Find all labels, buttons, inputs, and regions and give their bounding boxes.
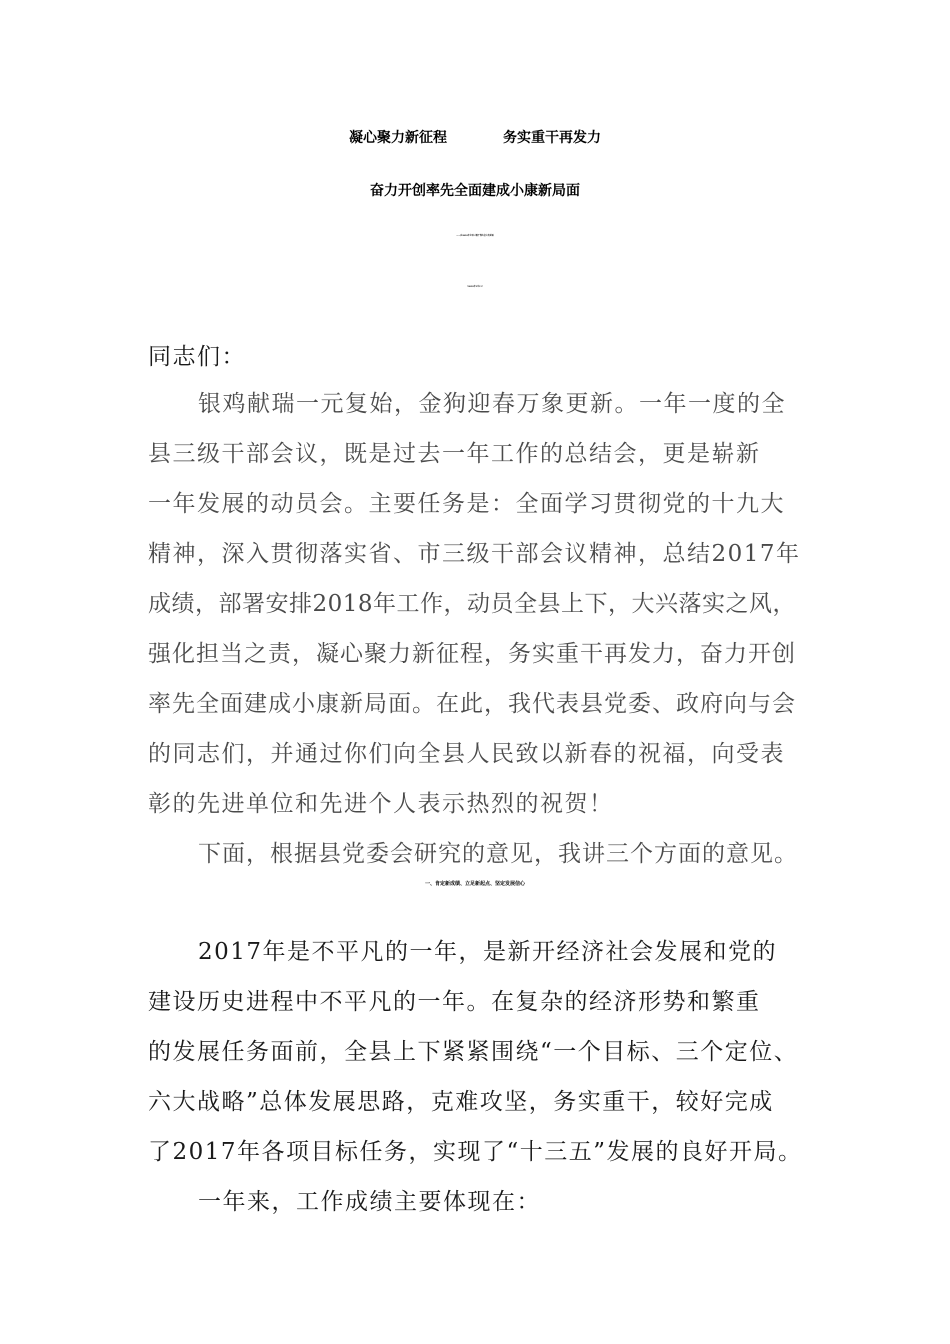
para3-line: 的发展任务面前，全县上下紧紧围绕“一个目标、三个定位、 — [148, 1039, 799, 1065]
para1-line: 成绩，部署安排2018年工作，动员全县上下，大兴落实之风， — [148, 591, 797, 617]
document-subtitle: ——在2018年全县三级干部大会上的讲话 — [456, 235, 494, 237]
para3-line: 2017年是不平凡的一年，是新开经济社会发展和党的 — [198, 939, 778, 965]
document-title-line-2: 奋力开创率先全面建成小康新局面 — [370, 183, 580, 199]
document-date: （2018年3月15） — [466, 286, 484, 288]
para1-line: 银鸡献瑞一元复始，金狗迎春万象更新。一年一度的全 — [198, 391, 786, 417]
para2-line: 下面，根据县党委会研究的意见，我讲三个方面的意见。 — [198, 841, 798, 867]
para3-line: 了2017年各项目标任务，实现了“十三五”发展的良好开局。 — [148, 1139, 803, 1165]
salutation: 同志们： — [148, 344, 246, 370]
para3-line: 六大战略”总体发展思路，克难攻坚，务实重干，较好完成 — [148, 1089, 774, 1115]
para1-line: 彰的先进单位和先进个人表示热烈的祝贺！ — [148, 791, 614, 817]
para1-line: 强化担当之责，凝心聚力新征程，务实重干再发力，奋力开创 — [148, 641, 796, 667]
para1-line: 率先全面建成小康新局面。在此，我代表县党委、政府向与会 — [148, 691, 796, 717]
para1-line: 一年发展的动员会。主要任务是：全面学习贯彻党的十九大 — [148, 491, 785, 517]
para1-line: 精神，深入贯彻落实省、市三级干部会议精神，总结2017年 — [148, 541, 801, 567]
para1-line: 县三级干部会议，既是过去一年工作的总结会，更是崭新 — [148, 441, 761, 467]
para1-line: 的同志们，并通过你们向全县人民致以新春的祝福，向受表 — [148, 741, 785, 767]
document-title-line-1 — [0, 127, 950, 147]
section-heading-1: 一、肯定新成绩、立足新起点、坚定发展信心 — [424, 881, 525, 887]
para3-line: 建设历史进程中不平凡的一年。在复杂的经济形势和繁重 — [148, 989, 761, 1015]
para4-line: 一年来，工作成绩主要体现在： — [198, 1189, 541, 1215]
title-part-2: 务实重干再发力 — [503, 130, 601, 146]
title-part-1: 凝心聚力新征程 — [349, 130, 447, 146]
